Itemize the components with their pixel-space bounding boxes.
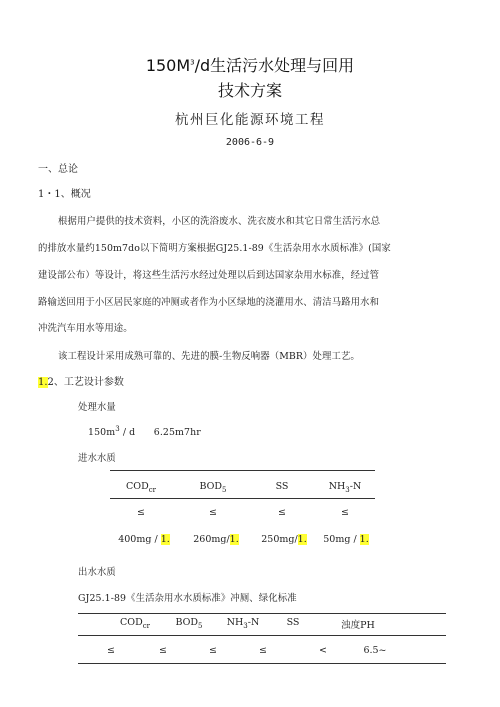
table-header: $BOD_5$ bbox=[175, 617, 203, 630]
doc-date: 2006-6-9 bbox=[225, 137, 275, 148]
table-header: $NH_3-N$ bbox=[328, 481, 362, 494]
table-header: $COD_{cr}$ bbox=[120, 617, 150, 630]
table-cell: ≤ bbox=[259, 645, 267, 656]
table-rule bbox=[110, 470, 375, 471]
table-cell: < bbox=[319, 645, 327, 656]
table-rule bbox=[78, 635, 446, 636]
table-cell: ≤ bbox=[278, 507, 286, 518]
table-cell: ≤ bbox=[107, 645, 115, 656]
influent-quality-table bbox=[110, 470, 375, 560]
flow-label: 处理水量 bbox=[78, 402, 116, 413]
flow-value: $150m^3$ / d 6.25m7hr bbox=[88, 425, 201, 439]
effluent-quality-table bbox=[78, 613, 446, 673]
table-header: $NH_3-N$ bbox=[226, 617, 260, 630]
paragraph-line: 该工程设计采用成熟可靠的、先进的膜-生物反响器（MBR）处理工艺。 bbox=[58, 351, 360, 362]
table-cell: ≤ bbox=[159, 645, 167, 656]
paragraph-line: 冲洗汽车用水等用途。 bbox=[38, 323, 133, 334]
table-cell: ≤ bbox=[209, 507, 217, 518]
table-cell: ≤ bbox=[341, 507, 349, 518]
table-cell: 260mg/1. bbox=[193, 534, 239, 545]
table-header: SS bbox=[286, 617, 300, 628]
table-cell: 50mg / 1. bbox=[323, 534, 369, 545]
subsection-heading: 1.2、工艺设计参数 bbox=[38, 377, 124, 388]
section-heading: 一、总论 bbox=[38, 164, 78, 175]
doc-title-line2: 技术方案 bbox=[217, 81, 282, 100]
table-header: 浊度PH bbox=[341, 620, 375, 631]
subsection-heading: 1・1、概况 bbox=[38, 189, 91, 200]
table-header: $COD_{cr}$ bbox=[126, 481, 156, 494]
standard-text: GJ25.1-89《生活杂用水水质标准》冲厕、绿化标准 bbox=[78, 593, 297, 604]
table-rule bbox=[110, 498, 375, 499]
table-cell: ≤ bbox=[209, 645, 217, 656]
table-cell: ≤ bbox=[137, 507, 145, 518]
table-cell: 400mg / 1. bbox=[118, 534, 170, 545]
paragraph-line: 建设部公布）等设计，将这些生活污水经过处理以后到达国家杂用水标准，经过管 bbox=[38, 270, 380, 281]
table-rule bbox=[78, 613, 446, 614]
table-cell: 250mg/1. bbox=[261, 534, 307, 545]
company-name: 杭州巨化能源环境工程 bbox=[175, 112, 325, 128]
doc-title-line1: $150M^3/d$生活污水处理与回用 bbox=[145, 56, 355, 75]
table-header: $BOD_5$ bbox=[199, 481, 227, 494]
effluent-label: 出水水质 bbox=[78, 567, 116, 578]
paragraph-line: 根据用户提供的技术资料，小区的洗浴废水、洗衣废水和其它日常生活污水总 bbox=[58, 216, 381, 227]
table-rule bbox=[78, 663, 446, 664]
paragraph-line: 路输送回用于小区居民家庭的冲厕或者作为小区绿地的浇灌用水、清洁马路用水和 bbox=[38, 297, 380, 308]
table-header: SS bbox=[275, 481, 289, 492]
table-cell: 6.5~ bbox=[363, 645, 387, 656]
paragraph-line: 的排放水量约150m7do以下简明方案根据GJ25.1-89《生活杂用水水质标准》(国家 bbox=[38, 243, 391, 254]
influent-label: 进水水质 bbox=[78, 453, 116, 464]
